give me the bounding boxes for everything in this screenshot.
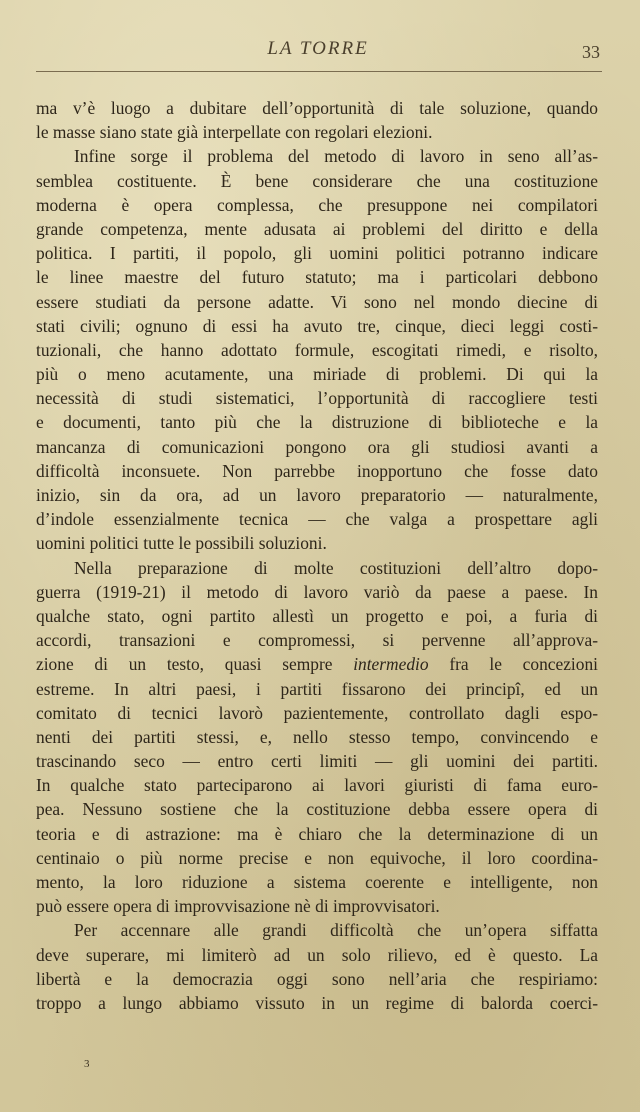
text-line: difficoltà inconsuete. Non parrebbe inopportuno che fosse dato — [36, 460, 598, 481]
text-line: più o meno acutamente, una miriade di problemi. Di qui la — [36, 364, 598, 385]
text-line: grande competenza, mente adusata ai problemi del diritto e della — [36, 218, 598, 239]
text-line: mancanza di comunicazioni pongono ora gli studiosi avanti a — [36, 436, 598, 457]
text-line: teoria e di astrazione: ma è chiaro che la determinazione di un — [36, 823, 598, 844]
body-text — [36, 96, 598, 1015]
text-line: Nella preparazione di molte costituzioni dell’altro dopo- — [74, 557, 598, 578]
text-line: inizio, sin da ora, ad un lavoro preparatorio — naturalmente, — [36, 485, 598, 505]
text-line: qualche stato, ogni partito allestì un progetto e poi, a furia di — [36, 605, 598, 626]
text-line: le linee maestre del futuro statuto; ma i particolari debbono — [36, 267, 598, 288]
text-line: trascinando seco — entro certi limiti — gli uomini dei partiti. — [36, 751, 598, 772]
text-line — [36, 652, 598, 676]
header-rule — [36, 71, 602, 72]
text-line: e documenti, tanto più che la distruzione di biblioteche e la — [36, 412, 598, 433]
text-line: nenti dei partiti stessi, e, nello stesso tempo, convincendo e — [36, 726, 598, 747]
text-line: moderna è opera complessa, che presuppone nei compilatori — [36, 194, 598, 215]
page-number: 33 — [582, 42, 600, 62]
text-line: estreme. In altri paesi, i partiti fissarono dei principî, ed un — [36, 678, 598, 699]
text-line-part: zione di un testo, quasi sempre intermedio fra le concezioni — [36, 654, 598, 675]
text-line: mento, la loro riduzione a sistema coerente e intelligente, non — [36, 872, 598, 892]
text-line: essere studiati da persone adatte. Vi sono nel mondo diecine di — [36, 291, 598, 312]
text-line: Per accennare alle grandi difficoltà che un’opera siffatta — [74, 920, 598, 941]
text-line: stati civili; ognuno di essi ha avuto tre, cinque, dieci leggi costi- — [36, 315, 598, 336]
text-line: le masse siano state già interpellate con regolari elezioni. — [36, 122, 433, 143]
text-line: comitato di tecnici lavorò pazientemente, controllato dagli espo- — [36, 702, 598, 723]
text-line: semblea costituente. È bene considerare che una costituzione — [36, 170, 598, 191]
running-title: LA TORRE — [267, 38, 369, 59]
text-line: troppo a lungo abbiamo vissuto in un regime di balorda coerci- — [36, 992, 598, 1013]
text-line: libertà e la democrazia oggi sono nell’aria che respiriamo: — [36, 968, 598, 989]
text-line: centinaio o più norme precise e non equivoche, il loro coordina- — [36, 847, 598, 868]
text-line: pea. Nessuno sostiene che la costituzione debba essere opera di — [36, 799, 598, 820]
text-line: Infine sorge il problema del metodo di lavoro in seno all’as- — [74, 146, 598, 167]
italic-word: intermedio — [353, 654, 429, 675]
running-head — [36, 38, 600, 72]
text-line: accordi, transazioni e compromessi, si pervenne all’approva- — [36, 630, 598, 651]
text-line: tuzionali, che hanno adottato formule, escogitati rimedi, e risolto, — [36, 339, 598, 360]
text-line: guerra (1919-21) il metodo di lavoro variò da paese a paese. In — [36, 581, 598, 602]
text-line: d’indole essenzialmente tecnica — che valga a prospettare agli — [36, 509, 598, 530]
text-line: uomini politici tutte le possibili soluzioni. — [36, 533, 327, 554]
signature-mark: 3 — [84, 1058, 90, 1070]
text-line: può essere opera di improvvisazione nè di improvvisatori. — [36, 896, 440, 917]
text-line: ma v’è luogo a dubitare dell’opportunità di tale soluzione, quando — [36, 98, 598, 118]
text-line: deve superare, mi limiterò ad un solo rilievo, ed è questo. La — [36, 944, 598, 965]
text-line: politica. I partiti, il popolo, gli uomini politici potranno indicare — [36, 243, 598, 264]
text-line: In qualche stato parteciparono ai lavori giuristi di fama euro- — [36, 775, 598, 796]
text-line: necessità di studi sistematici, l’opportunità di raccogliere testi — [36, 388, 598, 409]
